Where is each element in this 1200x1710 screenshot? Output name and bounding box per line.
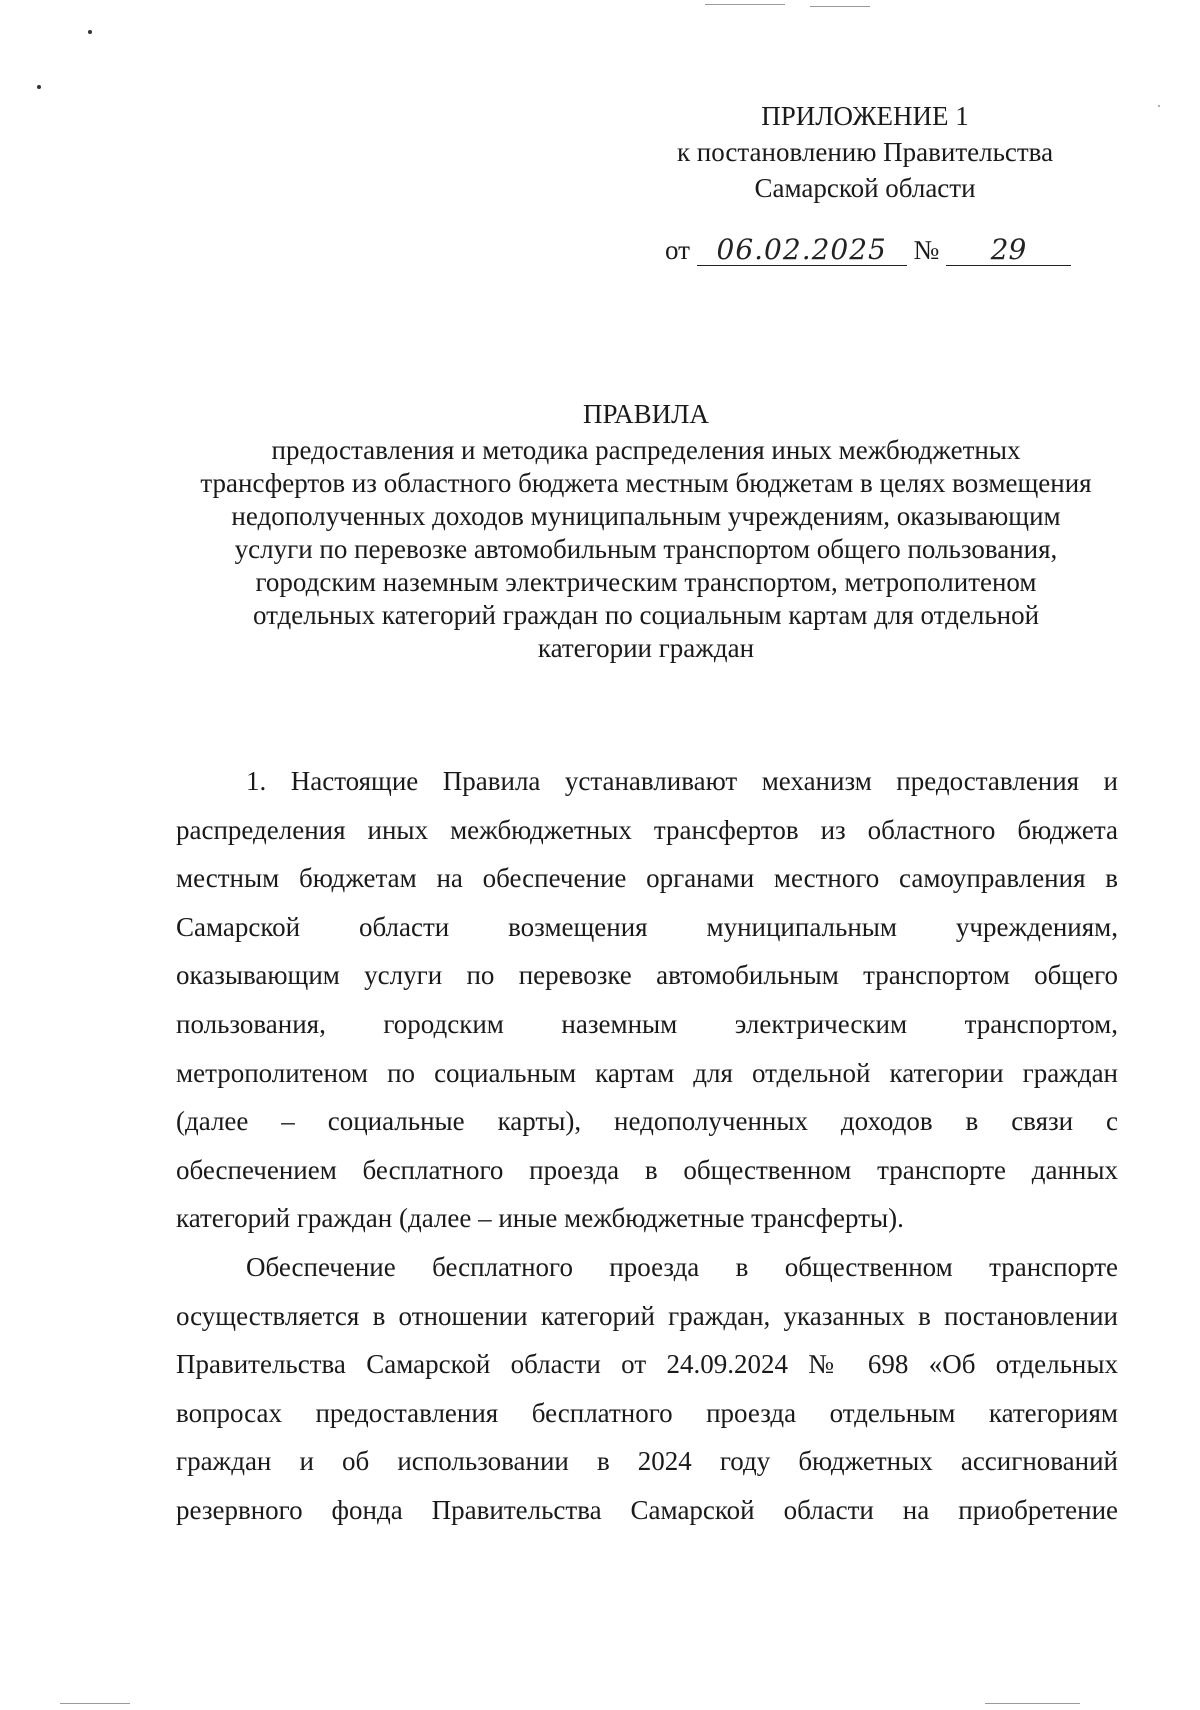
scan-mark (60, 1703, 130, 1704)
subtitle-line: городским наземным электрическим транспортом, метрополитеном (255, 567, 1037, 597)
scan-speck (37, 85, 41, 89)
subtitle-line: предоставления и методика распределения иных межбюджетных (271, 435, 1021, 465)
scan-speck (88, 30, 92, 34)
appendix-line-1: к постановлению Правительства (676, 137, 1054, 167)
text-line: обеспечением бесплатного проезда в общественном транспорте данных (176, 1154, 1118, 1185)
scan-mark (810, 6, 870, 7)
scan-mark (705, 4, 785, 5)
text-line: вопросах предоставления бесплатного проезда отдельным категориям (176, 1397, 1118, 1428)
number-label: № (913, 235, 940, 265)
appendix-line-2: Самарской области (754, 173, 976, 203)
text-line: граждан и об использовании в 2024 году бюджетных ассигнований (176, 1446, 1118, 1477)
document-body (176, 757, 1118, 1535)
text-line: Обеспечение бесплатного проезда в общественном транспорте (246, 1251, 1118, 1282)
text-line: категорий граждан (далее – иные межбюджетные трансферты). (176, 1203, 904, 1234)
paragraph-2 (176, 1243, 1118, 1535)
text-line: осуществляется в отношении категорий граждан, указанных в постановлении (176, 1300, 1118, 1331)
scan-mark (985, 1703, 1080, 1704)
handwritten-date: 06.02.2025 (697, 235, 907, 266)
subtitle-line: отдельных категорий граждан по социальным картам для отдельной (252, 600, 1040, 630)
subtitle-line: недополученных доходов муниципальным учреждениям, оказывающим (231, 501, 1061, 531)
text-line: Правительства Самарской области от 24.09.2024 № 698 «Об отдельных (176, 1349, 1118, 1380)
text-line: распределения иных межбюджетных трансфертов из областного бюджета (176, 814, 1118, 845)
text-line: пользования, городским наземным электрическим транспортом, (176, 1008, 1118, 1039)
paragraph-1 (176, 757, 1118, 1243)
scan-speck (1158, 105, 1160, 107)
resolution-date-number (665, 232, 1085, 268)
text-line: резервного фонда Правительства Самарской области на приобретение (176, 1494, 1118, 1525)
handwritten-number: 29 (946, 235, 1071, 266)
appendix-title: ПРИЛОЖЕНИЕ 1 (761, 101, 969, 131)
document-title: ПРАВИЛА (583, 399, 709, 429)
text-line: Самарской области возмещения муниципальным учреждениям, (176, 911, 1118, 942)
text-line: местным бюджетам на обеспечение органами местного самоуправления в (176, 863, 1118, 894)
appendix-header (640, 98, 1090, 206)
subtitle-line: трансфертов из областного бюджета местным бюджетам в целях возмещения (200, 468, 1092, 498)
document-subtitle (140, 434, 1152, 665)
text-line: 1. Настоящие Правила устанавливают механизм предоставления и (246, 766, 1118, 796)
subtitle-line: категории граждан (537, 633, 755, 663)
subtitle-line: услуги по перевозке автомобильным транспортом общего пользования, (234, 534, 1058, 564)
text-line: (далее – социальные карты), недополученных доходов в связи с (176, 1106, 1118, 1137)
text-line: оказывающим услуги по перевозке автомобильным транспортом общего (176, 960, 1118, 991)
text-line: метрополитеном по социальным картам для отдельной категории граждан (176, 1057, 1118, 1088)
from-label: от (665, 235, 690, 265)
